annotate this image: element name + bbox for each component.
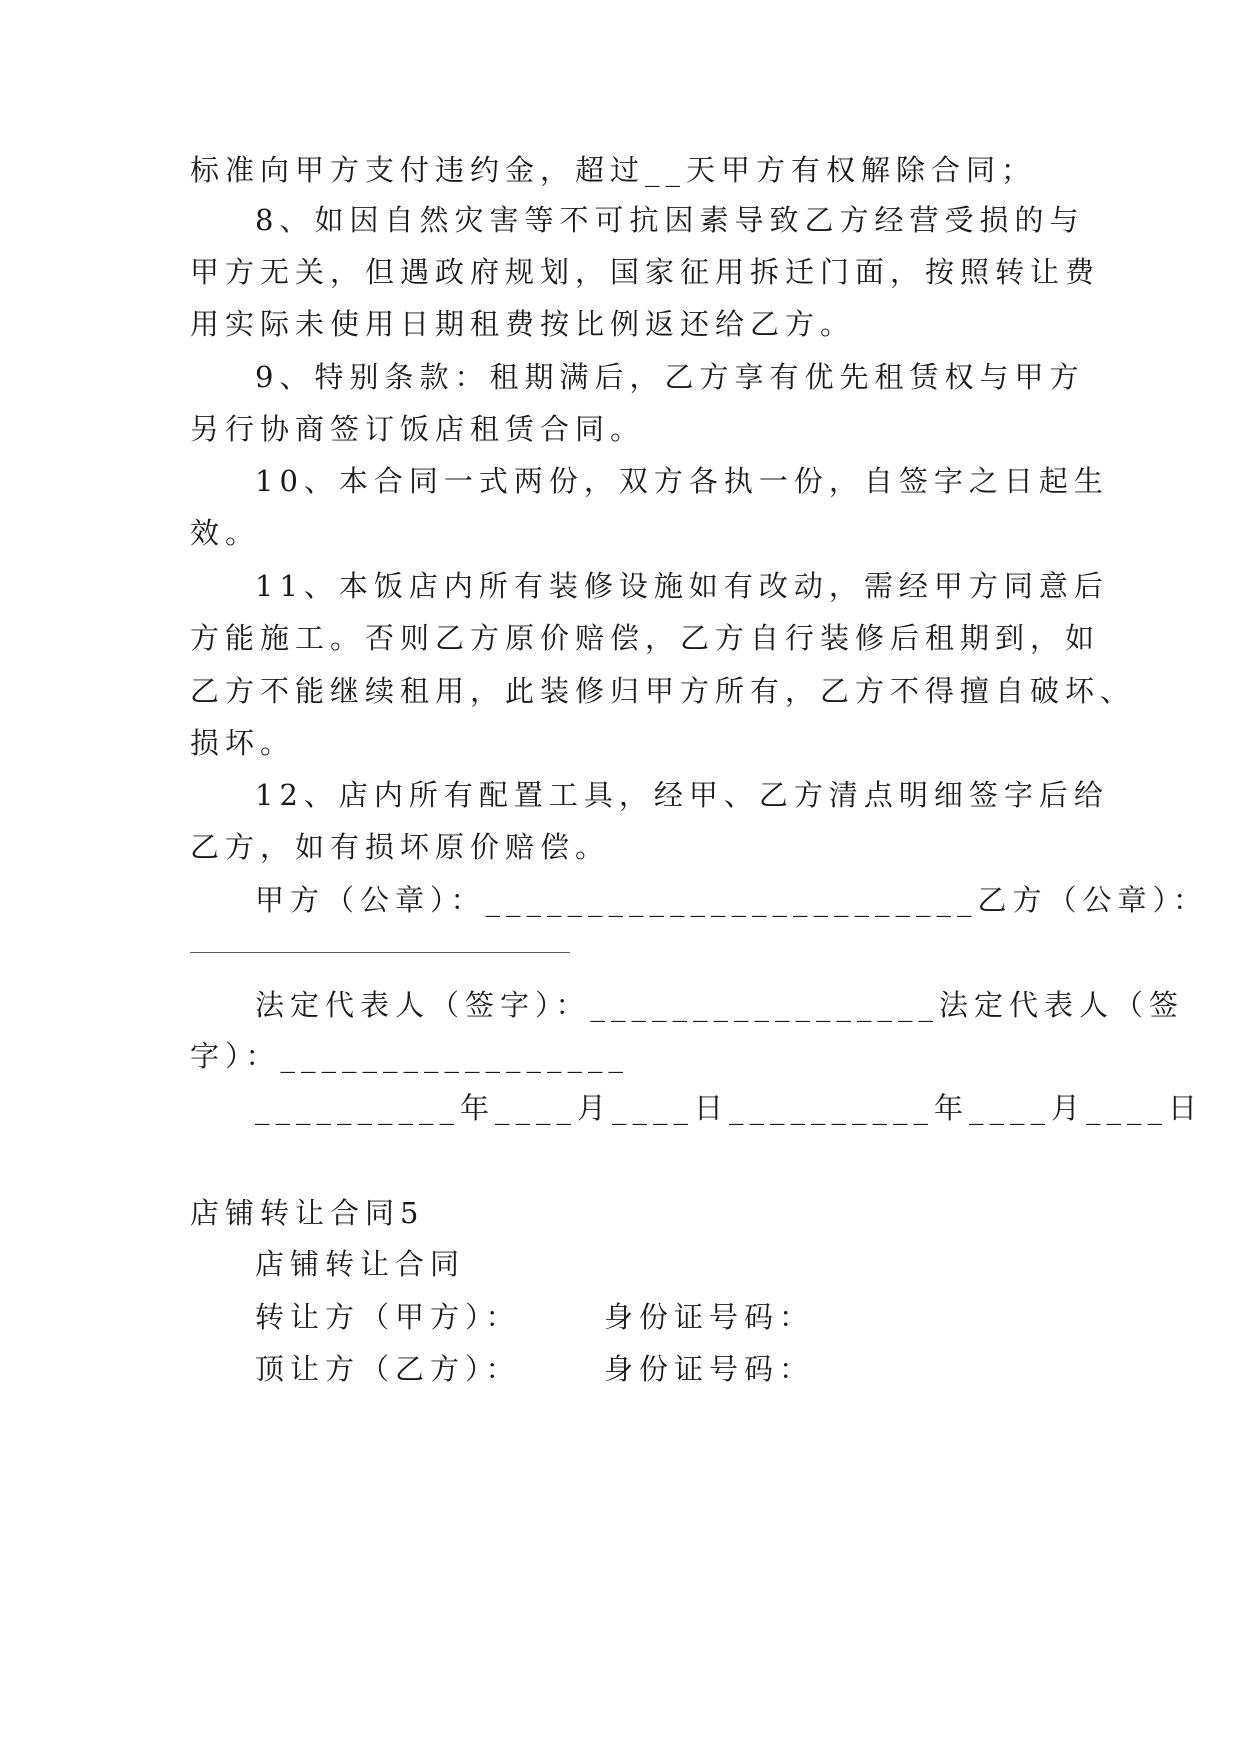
clause-10-line-2: 效。 bbox=[190, 516, 261, 550]
transferor-label: 转让方（甲方）： bbox=[255, 1300, 521, 1334]
text-line: 标准向甲方支付违约金，超过__天甲方有权解除合同； bbox=[190, 153, 1037, 187]
signature-blank-line bbox=[190, 952, 570, 953]
clause-9-line-1: 9、特别条款：租期满后，乙方享有优先租赁权与甲方 bbox=[255, 360, 1085, 394]
clause-12-line-1: 12、店内所有配置工具，经甲、乙方清点明细签字后给 bbox=[255, 778, 1109, 812]
clause-8-line-1: 8、如因自然灾害等不可抗因素导致乙方经营受损的与 bbox=[255, 203, 1085, 237]
legal-rep-line-1: 法定代表人（签字）：_________________法定代表人（签 bbox=[255, 988, 1185, 1022]
transferee-label: 顶让方（乙方）： bbox=[255, 1352, 521, 1386]
section-heading: 店铺转让合同5 bbox=[190, 1196, 425, 1230]
clause-12-line-2: 乙方，如有损坏原价赔偿。 bbox=[190, 830, 611, 864]
clause-11-line-3: 乙方不能继续租用，此装修归甲方所有，乙方不得擅自破坏、 bbox=[190, 674, 1136, 708]
clause-11-line-1: 11、本饭店内所有装修设施如有改动，需经甲方同意后 bbox=[255, 569, 1109, 603]
clause-10-line-1: 10、本合同一式两份，双方各执一份，自签字之日起生 bbox=[255, 464, 1109, 498]
clause-9-line-2: 另行协商签订饭店租赁合同。 bbox=[190, 412, 646, 446]
transferee-id-label: 身份证号码： bbox=[604, 1352, 815, 1386]
clause-8-line-3: 用实际未使用日期租费按比例返还给乙方。 bbox=[190, 307, 856, 341]
contract-title: 店铺转让合同 bbox=[255, 1247, 466, 1281]
date-line: __________年____月____日__________年____月____日 bbox=[255, 1091, 1204, 1125]
transferor-row bbox=[255, 1297, 521, 1337]
clause-11-line-4: 损坏。 bbox=[190, 726, 296, 760]
legal-rep-line-2: 字）：_________________ bbox=[190, 1039, 630, 1073]
transferee-row bbox=[255, 1349, 521, 1389]
party-seal-line: 甲方（公章）：________________________乙方（公章）： bbox=[255, 883, 1209, 917]
clause-11-line-2: 方能施工。否则乙方原价赔偿，乙方自行装修后租期到，如 bbox=[190, 621, 1101, 655]
transferor-id-label: 身份证号码： bbox=[604, 1300, 815, 1334]
clause-8-line-2: 甲方无关，但遇政府规划，国家征用拆迁门面，按照转让费 bbox=[190, 255, 1101, 289]
